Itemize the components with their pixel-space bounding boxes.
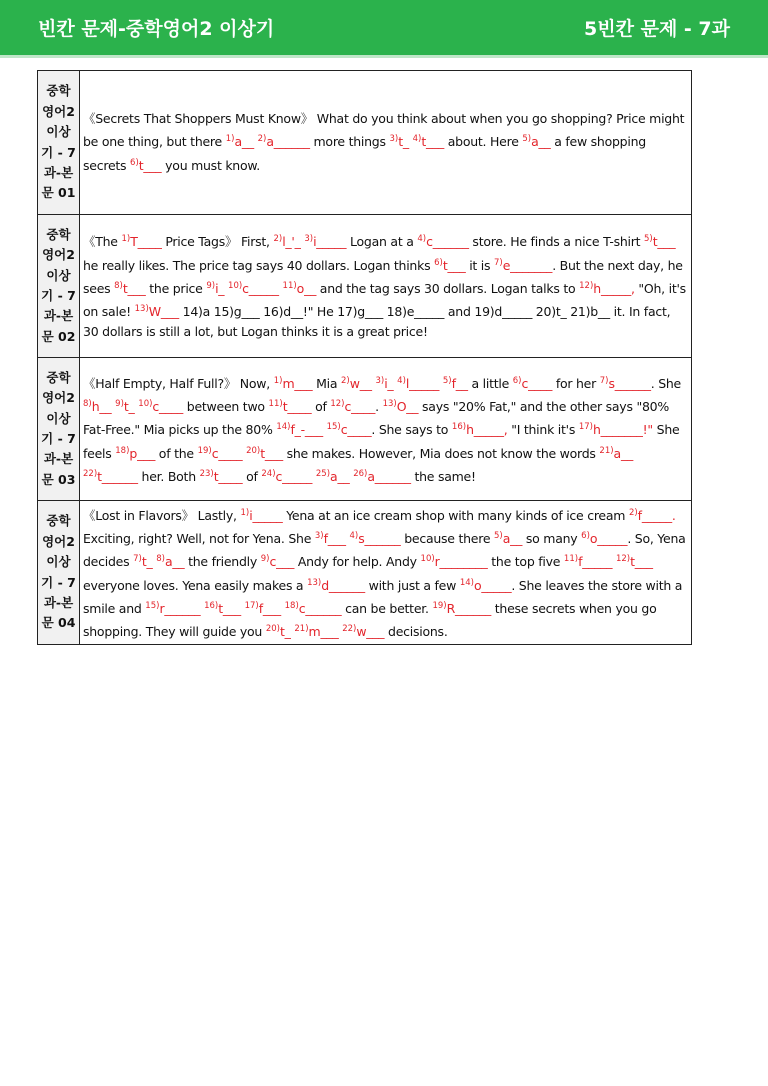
blank	[83, 469, 138, 484]
blank	[121, 234, 161, 249]
blank	[452, 422, 508, 437]
passage-text	[80, 501, 692, 645]
passage-segment: because there	[400, 531, 495, 547]
passage-segment: and the tag says 30 dollars. Logan talks to	[316, 280, 580, 296]
blank-hint: t_	[123, 399, 135, 415]
blank-hint: t___	[652, 234, 676, 250]
blank-number: 25)	[315, 468, 331, 479]
page-header	[0, 0, 768, 58]
exercise-row	[38, 71, 692, 215]
blank-number: 3)	[304, 234, 314, 245]
blank	[581, 531, 627, 546]
blank-hint: f_-___	[290, 422, 323, 438]
blank-number: 8)	[83, 399, 92, 410]
blank-hint: h_____,	[593, 280, 635, 296]
blank	[315, 531, 346, 546]
blank-number: 1)	[121, 234, 131, 245]
header-left-title: 빈칸 문제-중학영어2 이상기	[38, 18, 275, 40]
blank	[304, 234, 346, 249]
blank-number: 3)	[375, 375, 385, 386]
blank	[245, 601, 281, 616]
blank-hint: r________	[434, 554, 488, 570]
blank	[266, 624, 291, 639]
blank	[226, 134, 254, 149]
blank	[616, 554, 653, 569]
blank	[327, 422, 372, 437]
blank-hint: d______	[321, 577, 365, 593]
blank	[494, 258, 552, 273]
blank-number: 5)	[644, 234, 653, 245]
row-label: 중학 영어2 이상 기 - 7 과-본 문 02	[38, 215, 80, 358]
exercise-row	[38, 358, 692, 501]
blank	[579, 281, 635, 296]
blank	[204, 601, 241, 616]
passage-segment: decisions.	[384, 623, 448, 639]
blank-number: 10)	[420, 554, 435, 565]
blank-hint: c______	[426, 234, 469, 250]
blank	[294, 624, 338, 639]
blank-hint: a__	[330, 468, 350, 484]
blank-number: 22)	[83, 468, 98, 479]
blank-number: 12)	[330, 399, 345, 410]
blank-hint: r______	[159, 600, 201, 616]
blank	[375, 376, 393, 391]
blank-hint: e_______	[502, 257, 553, 273]
blank-hint: c____	[211, 445, 243, 461]
blank-hint: t___	[138, 157, 162, 173]
blank	[383, 399, 419, 414]
blank-hint: c___	[269, 554, 295, 570]
blank	[349, 531, 400, 546]
passage-segment: everyone loves. Yena easily makes a	[83, 577, 308, 593]
blank	[206, 281, 224, 296]
blank-number: 8)	[114, 280, 123, 291]
blank-hint: t____	[213, 468, 243, 484]
blank-hint: R______	[446, 600, 492, 616]
blank-number: 17)	[244, 600, 259, 611]
blank-hint: a______	[367, 468, 411, 484]
row-label: 중학 영어2 이상 기 - 7 과-본 문 03	[38, 358, 80, 501]
blank-number: 16)	[451, 422, 467, 433]
passage-segment: between two	[183, 399, 269, 415]
passage-segment: Price Tags》 First,	[161, 234, 274, 250]
blank	[156, 554, 184, 569]
header-right-title: 5빈칸 문제 - 7과	[584, 18, 730, 40]
blank	[269, 399, 312, 414]
blank	[145, 601, 200, 616]
blank-number: 2)	[257, 134, 267, 145]
passage-segment: of	[311, 399, 331, 415]
blank-hint: t______	[97, 468, 138, 484]
passage-segment: . She leaves the store with a smile and	[83, 577, 683, 616]
blank	[241, 508, 283, 523]
blank-hint: c____	[340, 422, 372, 438]
passage-segment: her. Both	[137, 468, 200, 484]
blank-hint: t_	[398, 134, 409, 150]
blank	[114, 281, 145, 296]
blank-hint: f_____	[578, 554, 613, 570]
blank-number: 12)	[579, 280, 594, 291]
blank-number: 7)	[494, 257, 503, 268]
passage-segment: "Oh, it's on sale!	[83, 280, 686, 320]
blank	[261, 554, 294, 569]
blank-number: 23)	[199, 468, 214, 479]
blank	[133, 554, 152, 569]
passage-text	[80, 358, 692, 501]
blank-number: 14)	[276, 422, 291, 433]
blank-number: 15)	[145, 600, 160, 611]
blank-number: 6)	[512, 375, 522, 386]
blank	[261, 469, 312, 484]
passage-segment: Logan at a	[346, 234, 418, 250]
blank-hint: l_'_	[282, 234, 301, 250]
blank-number: 2)	[341, 375, 350, 386]
blank	[397, 376, 439, 391]
blank-hint: c______	[298, 600, 342, 616]
blank-hint: a__	[531, 134, 551, 150]
blank	[307, 578, 365, 593]
blank-hint: o__	[296, 280, 317, 296]
blank	[138, 399, 183, 414]
passage-segment: the top five	[487, 554, 564, 570]
blank-hint: h_______!"	[592, 422, 653, 438]
blank-hint: O__	[396, 399, 419, 415]
blank	[330, 399, 375, 414]
blank-number: 9)	[206, 280, 216, 291]
blank	[198, 446, 243, 461]
blank-hint: o_____	[473, 577, 512, 593]
blank-number: 2)	[273, 234, 283, 245]
passage-segment: . So, Yena decides	[83, 531, 686, 570]
exercise-row	[38, 501, 692, 645]
passage-segment: you must know.	[161, 157, 260, 173]
blank-number: 10)	[228, 280, 243, 291]
blank-hint: a__	[613, 445, 633, 461]
blank-hint: c_____	[275, 468, 313, 484]
blank-hint: m___	[308, 623, 339, 639]
blank	[130, 158, 161, 173]
blank	[135, 304, 179, 319]
blank-hint: h__	[91, 399, 112, 415]
blank-hint: m___	[282, 375, 313, 391]
blank-number: 4)	[397, 375, 406, 386]
blank-hint: T____	[130, 234, 162, 250]
blank-hint: c____	[152, 399, 184, 415]
blank	[115, 399, 134, 414]
blank-hint: t____	[282, 399, 312, 415]
passage-segment: 14)a 15)g___ 16)d__!" He 17)g___ 18)e_____ and 19)d_____ 20)t_ 21)b__ it. In fact, 30 dollars is still a lot, but Logan thinks it is a great price!	[83, 304, 671, 340]
blank-number: 17)	[578, 422, 593, 433]
passage-segment: the price	[145, 280, 207, 296]
blank-hint: c____	[344, 399, 376, 415]
blank	[644, 234, 675, 249]
blank-number: 9)	[260, 554, 270, 565]
passage-segment: . She	[650, 375, 681, 391]
blank-hint: t___	[630, 554, 653, 570]
blank	[258, 134, 310, 149]
passage-segment: a few shopping secrets	[83, 134, 646, 173]
blank-number: 4)	[412, 134, 422, 145]
blank-number: 22)	[342, 623, 357, 634]
blank	[417, 234, 468, 249]
blank	[316, 469, 350, 484]
passage-segment: so many	[522, 531, 582, 547]
blank-number: 7)	[133, 554, 142, 565]
blank-hint: a__	[234, 134, 254, 150]
blank-number: 1)	[225, 134, 235, 145]
blank-number: 5)	[522, 134, 532, 145]
blank	[579, 422, 653, 437]
blank	[276, 422, 323, 437]
passage-segment: 《The	[83, 234, 122, 250]
blank	[432, 601, 491, 616]
passage-segment: Andy for help. Andy	[294, 554, 421, 570]
blank-hint: h_____,	[466, 422, 508, 438]
blank-hint: i_	[384, 375, 394, 391]
passage-segment: . But the next day, he sees	[83, 257, 683, 296]
blank-hint: a__	[502, 531, 523, 547]
blank-number: 11)	[282, 280, 297, 291]
blank-hint: W___	[148, 304, 179, 320]
blank-hint: i_	[215, 280, 225, 296]
passage-segment: more things	[309, 134, 390, 150]
blank-number: 9)	[115, 399, 124, 410]
passage-text	[80, 71, 692, 215]
blank-number: 21)	[294, 623, 309, 634]
blank-number: 11)	[563, 554, 579, 565]
blank-number: 5)	[494, 531, 503, 542]
blank-hint: t___	[442, 257, 466, 273]
blank-number: 19)	[197, 445, 212, 456]
blank-number: 3)	[314, 531, 324, 542]
blank	[353, 469, 411, 484]
passage-segment: 《Lost in Flavors》 Lastly,	[83, 507, 241, 523]
blank-number: 18)	[284, 600, 299, 611]
blank	[460, 578, 512, 593]
blank-number: 4)	[349, 531, 359, 542]
blank	[274, 376, 313, 391]
blank-number: 19)	[432, 600, 447, 611]
blank-number: 15)	[326, 422, 341, 433]
passage-segment: she makes. However, Mia does not know the words	[282, 445, 600, 461]
blank-hint: l_____	[405, 375, 440, 391]
blank	[629, 508, 676, 523]
blank	[522, 134, 550, 149]
blank-number: 13)	[134, 304, 149, 315]
blank-number: 10)	[138, 399, 153, 410]
passage-segment: the same!	[410, 468, 476, 484]
blank-number: 8)	[156, 554, 165, 565]
blank-hint: f_____.	[637, 507, 676, 523]
passage-segment: "I think it's	[507, 422, 579, 438]
passage-segment: Exciting, right? Well, not for Yena. She	[83, 531, 315, 547]
blank-hint: t___	[218, 600, 241, 616]
blank	[513, 376, 552, 391]
blank	[389, 134, 408, 149]
blank	[494, 531, 522, 546]
blank-hint: c_____	[242, 280, 279, 296]
passage-segment: can be better.	[341, 600, 433, 616]
blank	[564, 554, 612, 569]
blank-number: 26)	[353, 468, 368, 479]
blank-hint: a__	[164, 554, 185, 570]
passage-segment: about. Here	[444, 134, 523, 150]
blank	[273, 234, 300, 249]
passage-segment: says "20% Fat," and the other says "80% Fat-Free." Mia picks up the 80%	[83, 399, 669, 438]
blank-hint: s______	[608, 375, 651, 391]
blank-hint: w___	[356, 623, 385, 639]
blank-number: 6)	[130, 157, 139, 168]
blank	[341, 376, 372, 391]
blank-number: 16)	[204, 600, 219, 611]
blank-hint: s______	[358, 531, 401, 547]
blank-number: 13)	[307, 577, 322, 588]
blank-number: 18)	[115, 445, 130, 456]
blank	[599, 446, 633, 461]
blank-hint: f___	[258, 600, 281, 616]
blank-number: 5)	[442, 375, 452, 386]
passage-segment: a little	[467, 375, 513, 391]
blank-number: 12)	[615, 554, 631, 565]
blank-hint: i_____	[249, 507, 283, 523]
blank-hint: f__	[451, 375, 468, 391]
blank-hint: t_	[141, 554, 153, 570]
blank	[421, 554, 488, 569]
blank-number: 6)	[434, 257, 443, 268]
passage-segment: it is	[465, 257, 494, 273]
blank	[283, 281, 317, 296]
exercise-table	[37, 70, 692, 645]
passage-text	[80, 215, 692, 358]
blank	[200, 469, 243, 484]
blank-hint: t_	[279, 623, 291, 639]
passage-segment: the friendly	[184, 554, 261, 570]
blank-number: 6)	[581, 531, 590, 542]
blank	[443, 376, 468, 391]
blank-number: 2)	[628, 507, 638, 518]
passage-segment: 《Secrets That Shoppers Must Know》 What do you think about when you go shopping? Price might be one thing, but there	[83, 111, 685, 150]
exercise-row	[38, 215, 692, 358]
blank-hint: t___	[260, 445, 283, 461]
blank-hint: a______	[266, 134, 310, 150]
blank-number: 20)	[265, 623, 280, 634]
passage-segment: he really likes. The price tag says 40 dollars. Logan thinks	[83, 257, 435, 273]
passage-segment: .	[375, 399, 383, 415]
passage-segment: of	[242, 468, 262, 484]
blank	[600, 376, 651, 391]
passage-segment: Mia	[312, 375, 342, 391]
blank-hint: t___	[122, 280, 146, 296]
blank-number: 11)	[268, 399, 283, 410]
row-label: 중학 영어2 이상 기 - 7 과-본 문 01	[38, 71, 80, 215]
blank-number: 14)	[459, 577, 474, 588]
passage-segment: 《Half Empty, Half Full?》 Now,	[83, 375, 274, 391]
passage-segment: these secrets when you go shopping. They will guide you	[83, 600, 657, 639]
row-label: 중학 영어2 이상 기 - 7 과-본 문 04	[38, 501, 80, 645]
blank	[246, 446, 283, 461]
blank-number: 3)	[389, 134, 399, 145]
blank-number: 1)	[273, 375, 283, 386]
blank-hint: t___	[421, 134, 444, 150]
blank-number: 21)	[599, 445, 614, 456]
blank-hint: f___	[323, 531, 346, 547]
blank	[228, 281, 279, 296]
blank	[342, 624, 384, 639]
blank	[434, 258, 465, 273]
blank	[413, 134, 444, 149]
blank-number: 7)	[599, 375, 609, 386]
blank-number: 13)	[382, 399, 397, 410]
passage-segment: with just a few	[364, 577, 460, 593]
blank	[115, 446, 155, 461]
passage-segment: store. He finds a nice T-shirt	[468, 234, 645, 250]
blank-number: 4)	[417, 234, 427, 245]
blank-hint: p___	[129, 445, 156, 461]
blank-number: 1)	[240, 507, 250, 518]
passage-segment: . She says to	[371, 422, 452, 438]
passage-segment: Yena at an ice cream shop with many kinds of ice cream	[282, 507, 629, 523]
blank-hint: o_____	[589, 531, 628, 547]
blank-number: 24)	[261, 468, 276, 479]
blank-number: 20)	[246, 445, 261, 456]
blank	[285, 601, 342, 616]
blank	[83, 399, 111, 414]
passage-segment: of the	[155, 445, 198, 461]
passage-segment: for her	[552, 375, 600, 391]
blank-hint: i_____	[313, 234, 347, 250]
blank-hint: c____	[521, 375, 553, 391]
blank-hint: w__	[349, 375, 372, 391]
passage-segment: She feels	[83, 422, 680, 461]
